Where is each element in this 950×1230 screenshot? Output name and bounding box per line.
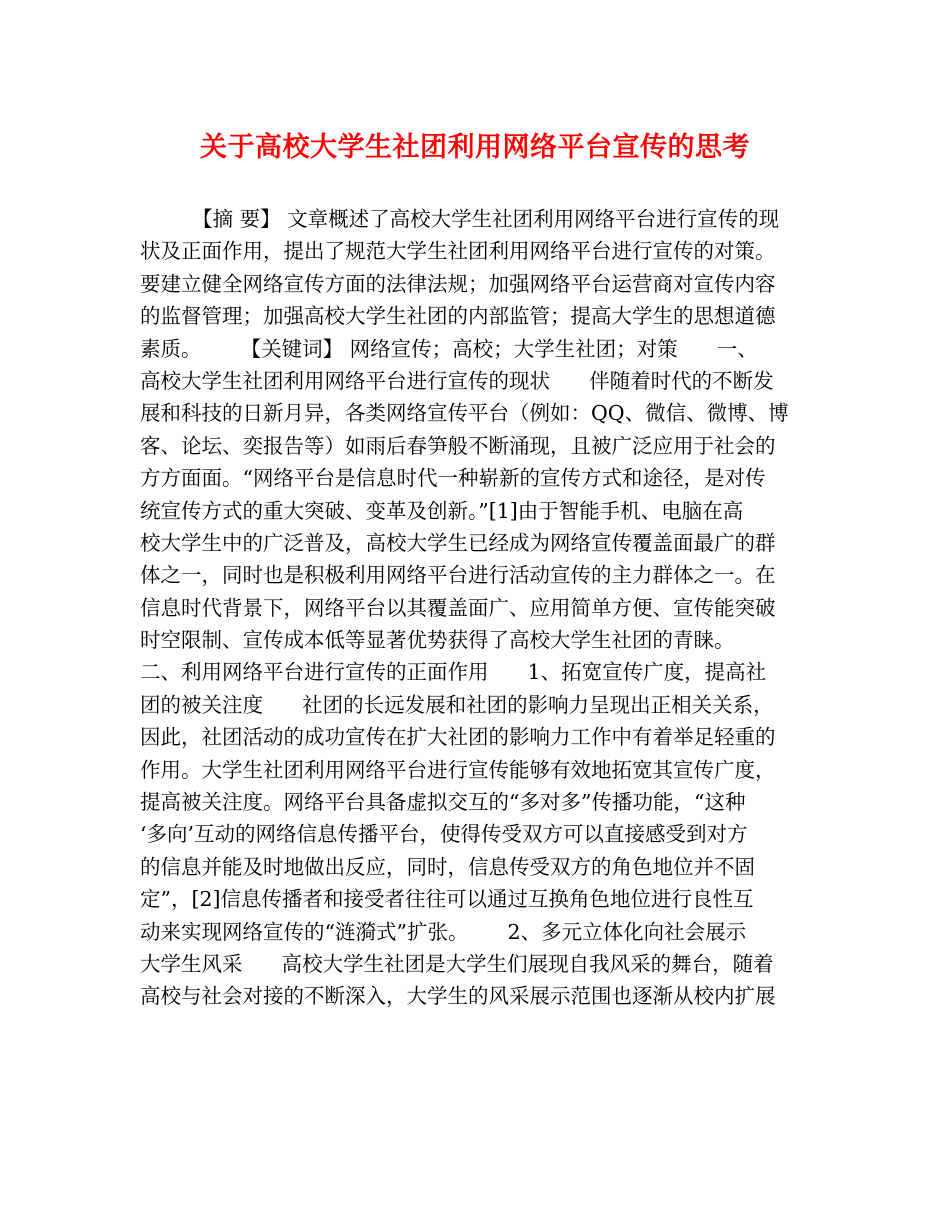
body-line: 二、利用网络平台进行宣传的正面作用 1、拓宽宣传广度，提高社	[140, 660, 767, 685]
document-body	[140, 203, 812, 1013]
body-line: 高校与社会对接的不断深入，大学生的风采展示范围也逐渐从校内扩展	[140, 984, 776, 1009]
body-line: 定”，[2]信息传播者和接受者往往可以通过互换角色地位进行良性互	[140, 887, 754, 912]
body-line: 【摘 要】 文章概述了高校大学生社团利用网络平台进行宣传的现	[140, 207, 780, 231]
body-line: 客、论坛、奕报告等）如雨后春笋般不断涌现，且被广泛应用于社会的	[140, 433, 776, 458]
body-line: 状及正面作用，提出了规范大学生社团利用网络平台进行宣传的对策。	[140, 239, 776, 264]
body-line: ‘多向’互动的网络信息传播平台，使得传受双方可以直接感受到对方	[140, 822, 748, 847]
body-line: 统宣传方式的重大突破、变革及创新。”[1]由于智能手机、电脑在高	[140, 498, 744, 523]
body-line: 方方面面。“网络平台是信息时代一种崭新的宣传方式和途径，是对传	[140, 466, 766, 491]
body-line: 校大学生中的广泛普及，高校大学生已经成为网络宣传覆盖面最广的群	[140, 530, 776, 555]
body-line: 团的被关注度 社团的长远发展和社团的影响力呈现出正相关关系，	[140, 692, 774, 717]
body-line: 作用。大学生社团利用网络平台进行宣传能够有效地拓宽其宣传广度，	[140, 757, 776, 782]
body-line: 体之一，同时也是积极利用网络平台进行活动宣传的主力群体之一。在	[140, 563, 776, 588]
body-line: 信息时代背景下，网络平台以其覆盖面广、应用简单方便、宣传能突破	[140, 595, 776, 620]
body-line: 时空限制、宣传成本低等显著优势获得了高校大学生社团的青睐。	[140, 628, 735, 653]
body-line: 的监督管理；加强高校大学生社团的内部监管；提高大学生的思想道德	[140, 304, 776, 329]
body-line: 高校大学生社团利用网络平台进行宣传的现状 伴随着时代的不断发	[140, 368, 774, 393]
body-line: 因此，社团活动的成功宣传在扩大社团的影响力工作中有着举足轻重的	[140, 725, 776, 750]
document-title: 关于高校大学生社团利用网络平台宣传的思考	[200, 132, 750, 163]
body-line: 素质。 【关键词】 网络宣传；高校；大学生社团；对策 一、	[140, 336, 758, 361]
body-line: 动来实现网络宣传的“涟漪式”扩张。 2、多元立体化向社会展示	[140, 919, 747, 944]
body-line: 提高被关注度。网络平台具备虚拟交互的“多对多”传播功能，“这种	[140, 790, 746, 815]
body-line: 大学生风采 高校大学生社团是大学生们展现自我风采的舞台，随着	[140, 951, 774, 976]
body-line: 展和科技的日新月异，各类网络宣传平台（例如：QQ、微信、微博、博	[140, 401, 789, 426]
body-line: 要建立健全网络宣传方面的法律法规；加强网络平台运营商对宣传内容	[140, 271, 776, 296]
body-line: 的信息并能及时地做出反应，同时，信息传受双方的角色地位并不固	[140, 854, 755, 879]
